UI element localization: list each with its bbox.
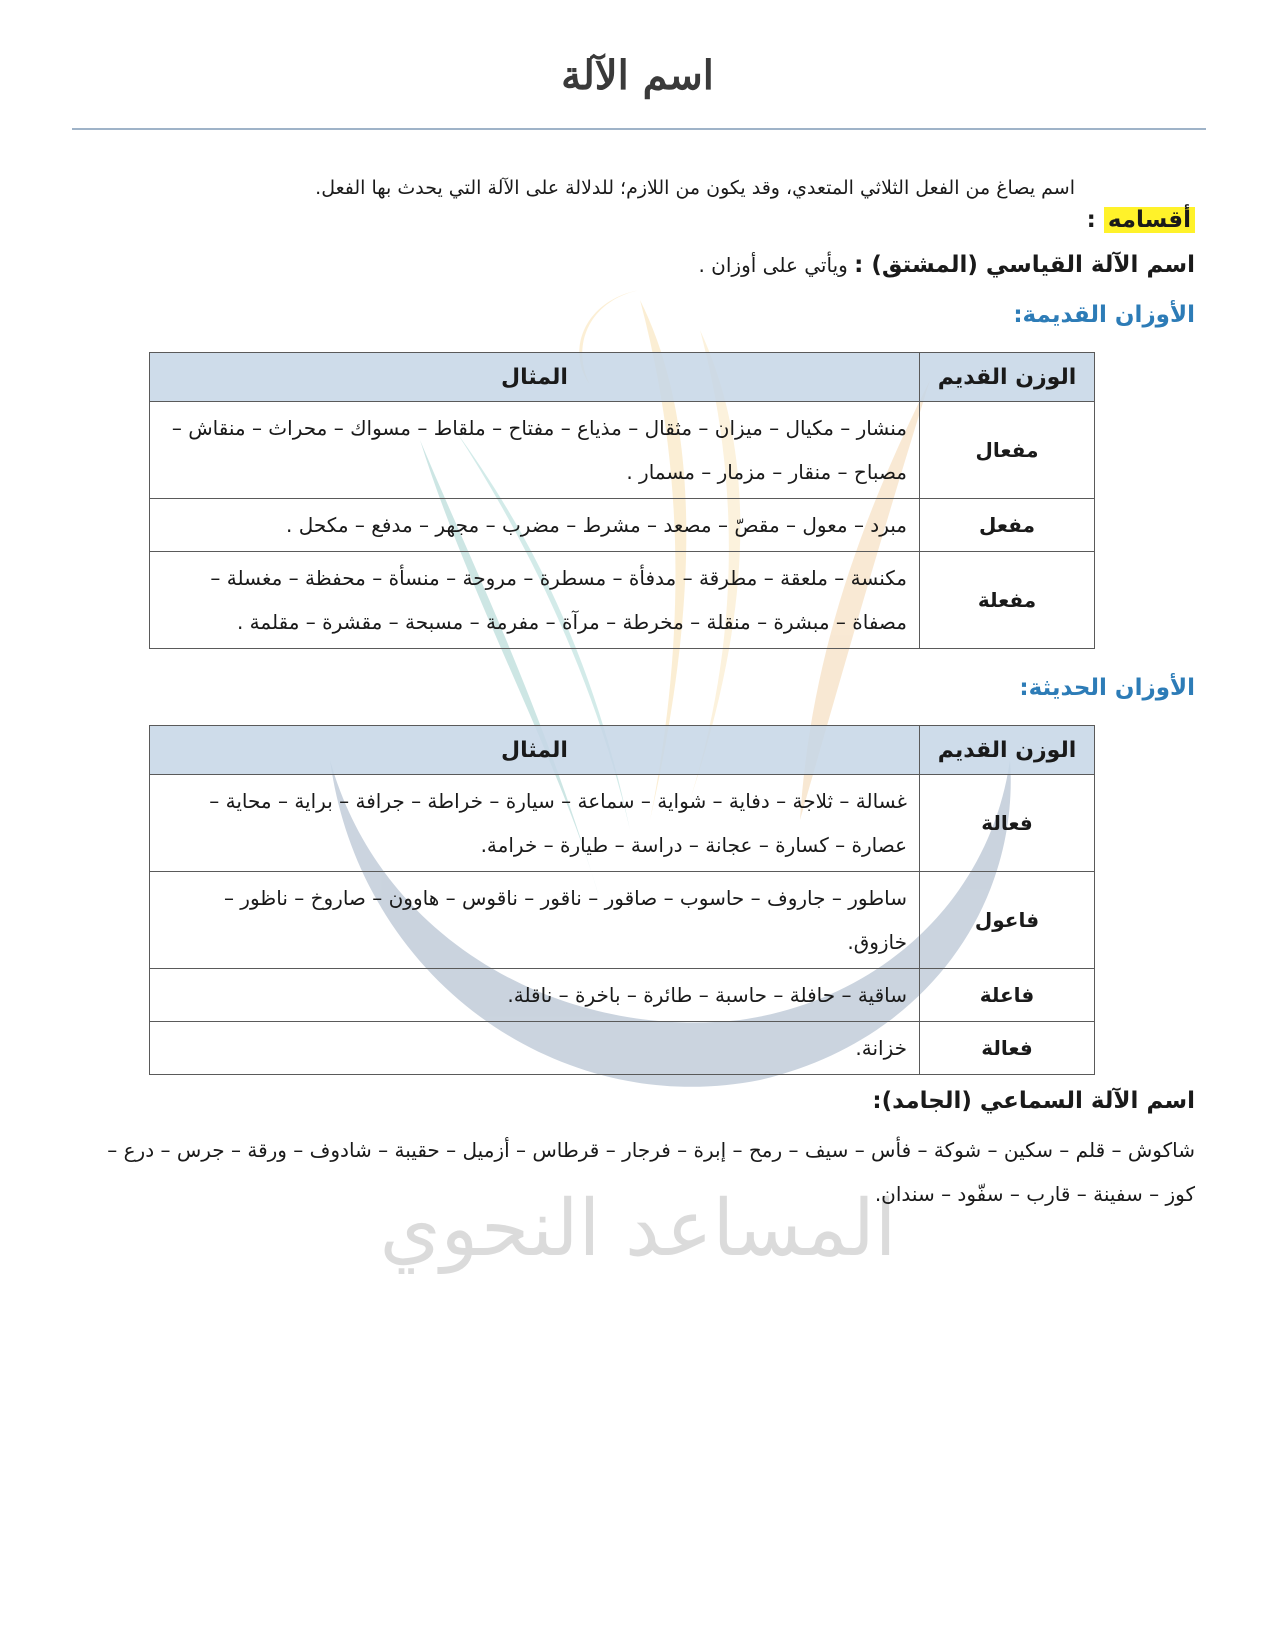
example-cell: ساقية – حافلة – حاسبة – طائرة – باخرة – ناقلة. <box>150 969 920 1022</box>
col-example-header: المثال <box>150 726 920 775</box>
example-cell: مبرد – معول – مقصّ – مصعد – مشرط – مضرب – مجهر – مدفع – مكحل . <box>150 499 920 552</box>
title-divider <box>72 128 1206 130</box>
intro-paragraph: اسم يصاغ من الفعل الثلاثي المتعدي، وقد يكون من اللازم؛ للدلالة على الآلة التي يحدث بها الفعل. <box>315 177 1075 199</box>
table-row <box>150 775 1095 872</box>
weight-cell: فعالة <box>920 775 1095 872</box>
samai-heading: اسم الآلة السماعي (الجامد): <box>872 1088 1195 1114</box>
table-row <box>150 402 1095 499</box>
table-row <box>150 552 1095 649</box>
old-weights-table <box>149 352 1095 649</box>
example-cell: منشار – مكيال – ميزان – مثقال – مذياع – مفتاح – ملقاط – مسواك – محراث – منقاش – مصباح – منقار – مزمار – مسمار . <box>150 402 920 499</box>
page-title: اسم الآلة <box>561 52 714 99</box>
new-weights-table <box>149 725 1095 1075</box>
weight-cell: فاعلة <box>920 969 1095 1022</box>
old-weights-heading: الأوزان القديمة: <box>1013 302 1195 328</box>
divisions-label: أقسامه <box>1104 207 1195 233</box>
weight-cell: فاعول <box>920 872 1095 969</box>
divisions-suffix: : <box>1086 207 1104 233</box>
divisions-heading <box>1087 207 1195 233</box>
new-weights-heading: الأوزان الحديثة: <box>1019 675 1195 701</box>
watermark-text: المساعد النحوي <box>379 1184 897 1274</box>
table-row <box>150 969 1095 1022</box>
qiyasi-heading <box>698 252 1195 278</box>
weight-cell: مفعلة <box>920 552 1095 649</box>
table-row <box>150 1022 1095 1075</box>
qiyasi-rest: ويأتي على أوزان . <box>698 253 855 277</box>
table-header-row <box>150 726 1095 775</box>
qiyasi-label: اسم الآلة القياسي (المشتق) : <box>854 252 1195 278</box>
table-row <box>150 872 1095 969</box>
col-weight-header: الوزن القديم <box>920 353 1095 402</box>
col-example-header: المثال <box>150 353 920 402</box>
example-cell: ساطور – جاروف – حاسوب – صاقور – ناقور – ناقوس – هاوون – صاروخ – ناظور – خازوق. <box>150 872 920 969</box>
weight-cell: فعالة <box>920 1022 1095 1075</box>
example-cell: غسالة – ثلاجة – دفاية – شواية – سماعة – سيارة – خراطة – جرافة – براية – محاية – عصارة – كسارة – عجانة – دراسة – طيارة – خرامة. <box>150 775 920 872</box>
example-cell: مكنسة – ملعقة – مطرقة – مدفأة – مسطرة – مروحة – منسأة – محفظة – مغسلة – مصفاة – مبشرة – منقلة – مخرطة – مرآة – مفرمة – مسبحة – مقشرة – مقلمة . <box>150 552 920 649</box>
example-cell: خزانة. <box>150 1022 920 1075</box>
col-weight-header: الوزن القديم <box>920 726 1095 775</box>
table-row <box>150 499 1095 552</box>
weight-cell: مفعل <box>920 499 1095 552</box>
table-header-row <box>150 353 1095 402</box>
samai-list: شاكوش – قلم – سكين – شوكة – فأس – سيف – رمح – إبرة – فرجار – قرطاس – أزميل – حقيبة – شادوف – ورقة – جرس – درع – كوز – سفينة – قارب – سفّود – سندان. <box>107 1138 1195 1206</box>
weight-cell: مفعال <box>920 402 1095 499</box>
